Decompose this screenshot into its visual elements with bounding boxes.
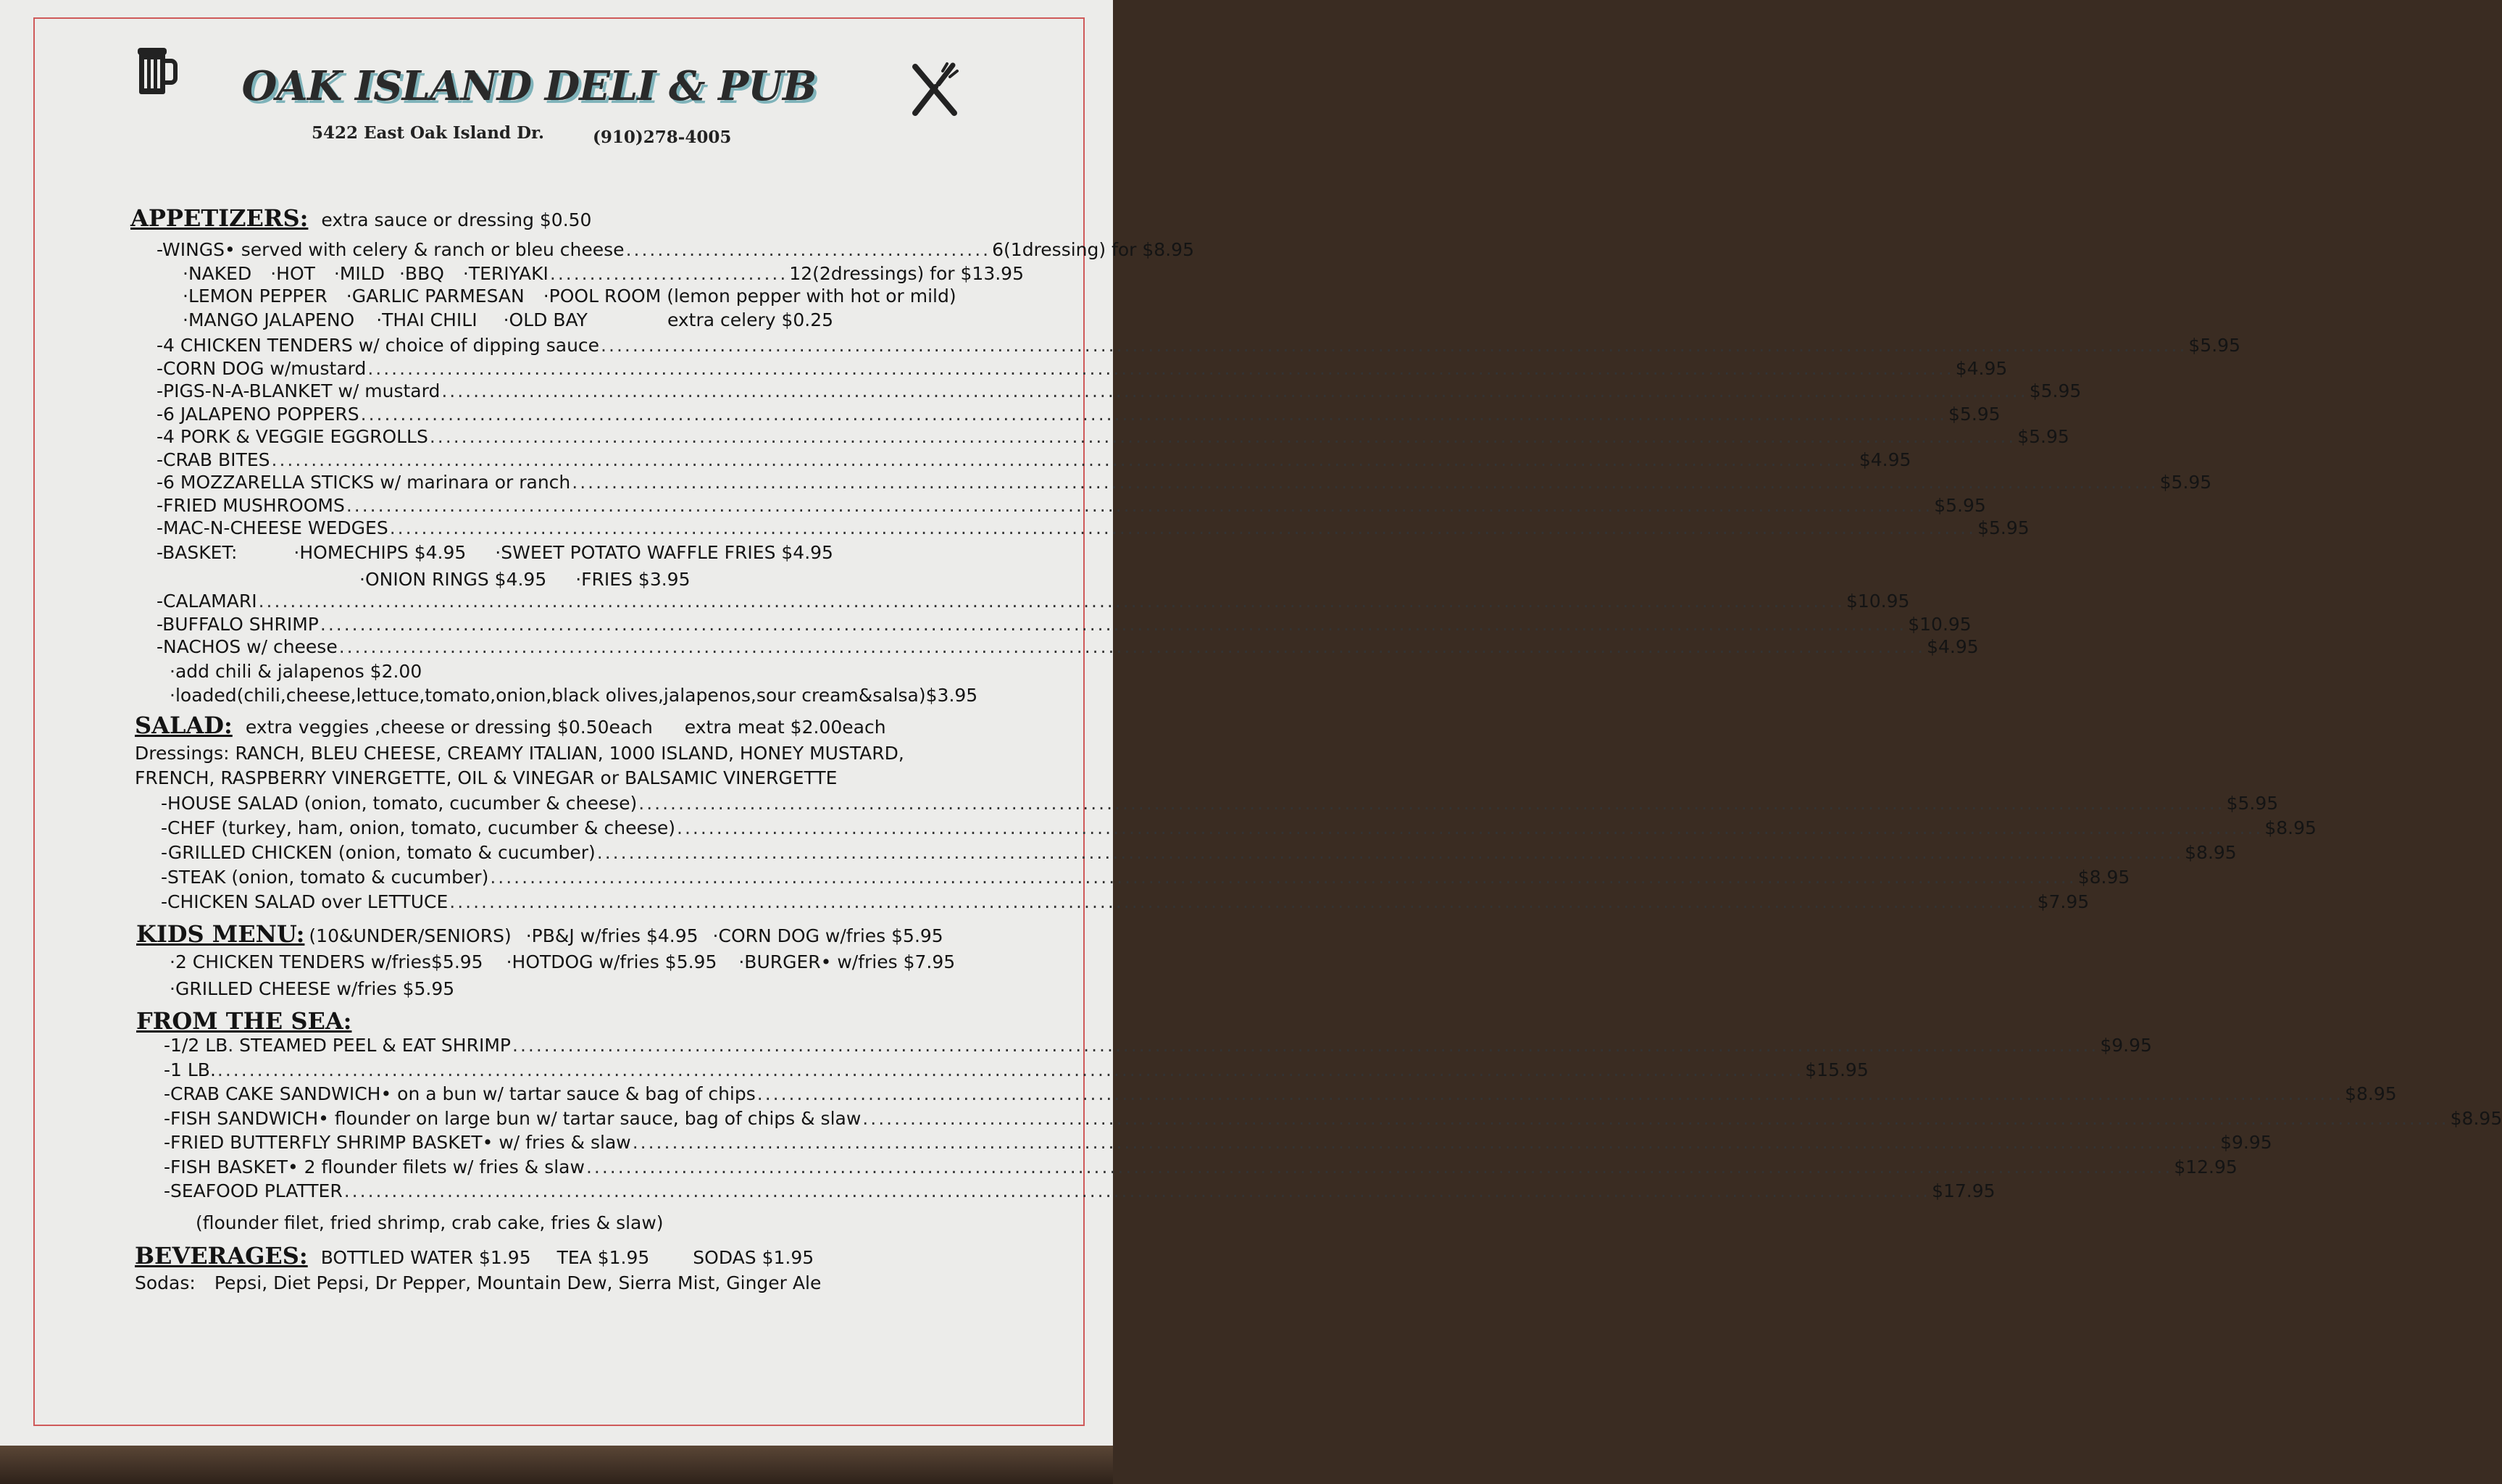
kids-burger: ·BURGER• w/fries $7.95 <box>738 951 956 972</box>
menu-item-price: $8.95 <box>2185 842 2237 863</box>
menu-item-price: $10.95 <box>1846 591 1910 612</box>
menu-item: -CALAMARI ........................................................................................................................................................................................................ $10.95 <box>157 591 1910 612</box>
salad-extra-meat: extra meat $2.00each <box>684 717 886 738</box>
flavor-old-bay: ·OLD BAY <box>503 309 588 330</box>
menu-item-price: $5.95 <box>1948 403 2001 425</box>
menu-item: -CRAB BITES ........................................................................................................................................................................................................ $4.95 <box>157 449 1911 470</box>
menu-item-name: -MAC-N-CHEESE WEDGES <box>157 517 388 538</box>
kids-heading: KIDS MENU: <box>136 920 305 948</box>
wings-flavors-row-3 <box>183 309 833 330</box>
menu-item-price: $5.95 <box>2017 426 2069 447</box>
menu-item-price: $17.95 <box>1932 1180 1996 1201</box>
restaurant-name: OAK ISLAND DELI & PUB <box>241 62 817 110</box>
flavor-hot: ·HOT <box>270 263 315 284</box>
menu-item: -4 CHICKEN TENDERS w/ choice of dipping sauce ........................................................................................................................................................................................................ $5.95 <box>157 335 2240 356</box>
sodas-list: Pepsi, Diet Pepsi, Dr Pepper, Mountain Dew, Sierra Mist, Ginger Ale <box>214 1272 822 1293</box>
menu-item-price: $8.95 <box>2345 1083 2397 1104</box>
menu-item-price: $5.95 <box>2226 793 2279 814</box>
menu-item: -6 JALAPENO POPPERS ........................................................................................................................................................................................................ $5.95 <box>157 403 2001 425</box>
menu-item: -SEAFOOD PLATTER ........................................................................................................................................................................................................ $17.95 <box>164 1180 1996 1201</box>
menu-item-name: -PIGS-N-A-BLANKET w/ mustard <box>157 380 441 401</box>
address: 5422 East Oak Island Dr. <box>312 123 545 143</box>
beverages-heading-line <box>135 1242 814 1270</box>
menu-item-price: $4.95 <box>1955 357 2008 379</box>
wings-flavors-row-1: ·NAKED ·HOT ·MILD ·BBQ ·TERIYAKI .............................. 12(2dressings) for $13.95 <box>183 263 1024 284</box>
kids-corn-dog: ·CORN DOG w/fries $5.95 <box>712 925 943 946</box>
menu-item-price: $5.95 <box>1934 494 1986 516</box>
wings-price-12: 12(2dressings) for $13.95 <box>789 263 1024 284</box>
menu-item: -FISH SANDWICH• flounder on large bun w/ tartar sauce, bag of chips & slaw ........................................................................................................................................................................................................ $8.95 <box>164 1107 2502 1129</box>
menu-item-name: -FISH BASKET• 2 flounder filets w/ fries & slaw <box>164 1156 585 1177</box>
menu-item: -FRIED MUSHROOMS ........................................................................................................................................................................................................ $5.95 <box>157 494 1986 516</box>
basket-homechips: ·HOMECHIPS $4.95 <box>293 542 467 563</box>
flavor-lemon-pepper: ·LEMON PEPPER <box>183 285 328 307</box>
menu-item-price: $9.95 <box>2100 1035 2152 1056</box>
menu-item: -CRAB CAKE SANDWICH• on a bun w/ tartar sauce & bag of chips ........................................................................................................................................................................................................ $8.95 <box>164 1083 2397 1104</box>
menu-item: -CORN DOG w/mustard ........................................................................................................................................................................................................ $4.95 <box>157 357 2008 379</box>
menu-item-name: -NACHOS w/ cheese <box>157 636 338 657</box>
menu-item-name: -6 MOZZARELLA STICKS w/ marinara or ranch <box>157 472 571 493</box>
sea-heading: FROM THE SEA: <box>136 1007 352 1035</box>
basket-line-2 <box>359 569 691 590</box>
flavor-garlic-parmesan: ·GARLIC PARMESAN <box>346 285 525 307</box>
menu-item-price: $8.95 <box>2450 1107 2502 1129</box>
kids-heading-line <box>136 920 943 948</box>
sodas-price: SODAS $1.95 <box>693 1247 814 1268</box>
sodas-line <box>135 1272 821 1293</box>
menu-item-name: -SEAFOOD PLATTER <box>164 1180 343 1201</box>
sea-heading-line <box>136 1007 364 1035</box>
dressings-line-2: FRENCH, RASPBERRY VINERGETTE, OIL & VINEGAR or BALSAMIC VINERGETTE <box>135 767 838 788</box>
menu-item: -STEAK (onion, tomato & cucumber) ........................................................................................................................................................................................................ $8.95 <box>161 867 2130 888</box>
wings-price-6: 6(1dressing) for $8.95 <box>992 239 1194 260</box>
kids-hotdog: ·HOTDOG w/fries $5.95 <box>506 951 717 972</box>
menu-item-name: -FISH SANDWICH• flounder on large bun w/ tartar sauce, bag of chips & slaw <box>164 1107 862 1129</box>
menu-item-name: -STEAK (onion, tomato & cucumber) <box>161 867 489 888</box>
basket-line-1 <box>157 542 833 563</box>
flavor-naked: ·NAKED <box>183 263 252 284</box>
salad-heading-line <box>135 712 886 739</box>
menu-item-name: -CORN DOG w/mustard <box>157 357 367 379</box>
wings-description: -WINGS• served with celery & ranch or bleu cheese <box>157 239 625 260</box>
tea: TEA $1.95 <box>556 1247 650 1268</box>
menu-item-price: $15.95 <box>1805 1059 1869 1080</box>
beverages-heading: BEVERAGES: <box>135 1242 308 1270</box>
menu-item-name: -HOUSE SALAD (onion, tomato, cucumber & cheese) <box>161 793 638 814</box>
menu-item: -PIGS-N-A-BLANKET w/ mustard ........................................................................................................................................................................................................ $5.95 <box>157 380 2082 401</box>
menu-item-name: -6 JALAPENO POPPERS <box>157 403 359 425</box>
menu-item-price: $10.95 <box>1908 613 1972 635</box>
kids-note: (10&UNDER/SENIORS) <box>309 925 512 946</box>
menu-item: -CHEF (turkey, ham, onion, tomato, cucumber & cheese) ........................................................................................................................................................................................................ $8.95 <box>161 817 2317 838</box>
seafood-platter-description: (flounder filet, fried shrimp, crab cake, fries & slaw) <box>196 1212 664 1233</box>
kids-chicken-tenders: ·2 CHICKEN TENDERS w/fries$5.95 <box>170 951 483 972</box>
menu-item: -HOUSE SALAD (onion, tomato, cucumber & cheese) ........................................................................................................................................................................................................ $5.95 <box>161 793 2279 814</box>
menu-item-name: -CALAMARI <box>157 591 257 612</box>
menu-item: -1/2 LB. STEAMED PEEL & EAT SHRIMP ........................................................................................................................................................................................................ $9.95 <box>164 1035 2152 1056</box>
phone-number: (910)278-4005 <box>593 128 732 147</box>
flavor-bbq: ·BBQ <box>399 263 444 284</box>
appetizers-note: extra sauce or dressing $0.50 <box>321 209 592 230</box>
basket-label: -BASKET: <box>157 542 238 563</box>
menu-item: -NACHOS w/ cheese ........................................................................................................................................................................................................ $4.95 <box>157 636 1979 657</box>
salad-heading: SALAD: <box>135 712 233 739</box>
menu-item-price: $4.95 <box>1859 449 1911 470</box>
menu-item-name: -1/2 LB. STEAMED PEEL & EAT SHRIMP <box>164 1035 511 1056</box>
menu-item: -4 PORK & VEGGIE EGGROLLS ........................................................................................................................................................................................................ $5.95 <box>157 426 2069 447</box>
dressings-line-1: Dressings: RANCH, BLEU CHEESE, CREAMY ITALIAN, 1000 ISLAND, HONEY MUSTARD, <box>135 743 904 764</box>
menu-item: -FRIED BUTTERFLY SHRIMP BASKET• w/ fries & slaw ........................................................................................................................................................................................................ $9.95 <box>164 1132 2272 1153</box>
nacho-loaded: ·loaded(chili,cheese,lettuce,tomato,onion,black olives,jalapenos,sour cream&salsa)$3.95 <box>170 685 978 706</box>
menu-item-name: -CHEF (turkey, ham, onion, tomato, cucumber & cheese) <box>161 817 675 838</box>
wings-line: -WINGS• served with celery & ranch or bleu cheese .............................................. 6(1dressing) for $8.95 <box>157 239 1194 260</box>
menu-item: -GRILLED CHICKEN (onion, tomato & cucumber) ........................................................................................................................................................................................................ $8.95 <box>161 842 2237 863</box>
menu-item: -BUFFALO SHRIMP ........................................................................................................................................................................................................ $10.95 <box>157 613 1972 635</box>
extra-celery: extra celery $0.25 <box>667 309 834 330</box>
menu-item-price: $4.95 <box>1927 636 1979 657</box>
menu-item-price: $8.95 <box>2264 817 2317 838</box>
appetizers-heading: APPETIZERS: <box>130 204 309 232</box>
menu-item-name: -FRIED BUTTERFLY SHRIMP BASKET• w/ fries & slaw <box>164 1132 631 1153</box>
basket-onion-rings: ·ONION RINGS $4.95 <box>359 569 547 590</box>
menu-item: -6 MOZZARELLA STICKS w/ marinara or ranch ........................................................................................................................................................................................................ $5.95 <box>157 472 2212 493</box>
menu-item-name: -4 CHICKEN TENDERS w/ choice of dipping sauce <box>157 335 600 356</box>
menu-item: -1 LB. ........................................................................................................................................................................................................ $15.95 <box>164 1059 1869 1080</box>
kids-grilled-cheese: ·GRILLED CHEESE w/fries $5.95 <box>170 978 455 999</box>
menu-item: -FISH BASKET• 2 flounder filets w/ fries & slaw ........................................................................................................................................................................................................ $12.95 <box>164 1156 2238 1177</box>
menu-item-name: -CRAB BITES <box>157 449 270 470</box>
table-surface <box>0 1446 1113 1484</box>
nacho-add: ·add chili & jalapenos $2.00 <box>170 661 422 682</box>
menu-item-name: -4 PORK & VEGGIE EGGROLLS <box>157 426 428 447</box>
menu-item-price: $5.95 <box>2029 380 2082 401</box>
kids-pbj: ·PB&J w/fries $4.95 <box>525 925 699 946</box>
flavor-mango-jalapeno: ·MANGO JALAPENO <box>183 309 355 330</box>
basket-sweet-potato-fries: ·SWEET POTATO WAFFLE FRIES $4.95 <box>495 542 833 563</box>
menu-item-price: $8.95 <box>2077 867 2130 888</box>
bottled-water: BOTTLED WATER $1.95 <box>320 1247 531 1268</box>
salad-extras: extra veggies ,cheese or dressing $0.50each <box>245 717 653 738</box>
menu-item-name: -GRILLED CHICKEN (onion, tomato & cucumber) <box>161 842 596 863</box>
menu-item-price: $7.95 <box>2037 891 2090 912</box>
flavor-pool-room: ·POOL ROOM (lemon pepper with hot or mild) <box>543 285 956 307</box>
menu-item-name: -CHICKEN SALAD over LETTUCE <box>161 891 449 912</box>
menu-item-price: $12.95 <box>2174 1156 2238 1177</box>
flavor-thai-chili: ·THAI CHILI <box>376 309 478 330</box>
menu-item-price: $5.95 <box>2188 335 2240 356</box>
flavor-mild: ·MILD <box>333 263 385 284</box>
kids-line-2 <box>170 951 955 972</box>
menu-item-name: -BUFFALO SHRIMP <box>157 613 319 635</box>
fork-knife-icon <box>909 62 960 117</box>
menu-item-name: -FRIED MUSHROOMS <box>157 494 345 516</box>
flavor-teriyaki: ·TERIYAKI <box>462 263 549 284</box>
basket-fries: ·FRIES $3.95 <box>575 569 691 590</box>
menu-item-price: $5.95 <box>1977 517 2030 538</box>
wings-flavors-row-2 <box>183 285 956 307</box>
appetizers-heading-line <box>130 204 591 232</box>
menu-item-name: -CRAB CAKE SANDWICH• on a bun w/ tartar sauce & bag of chips <box>164 1083 756 1104</box>
menu-item-price: $9.95 <box>2220 1132 2272 1153</box>
menu-item-price: $5.95 <box>2159 472 2212 493</box>
menu-item-name: -1 LB. <box>164 1059 216 1080</box>
menu-item: -MAC-N-CHEESE WEDGES ........................................................................................................................................................................................................ $5.95 <box>157 517 2030 538</box>
menu-item: -CHICKEN SALAD over LETTUCE ........................................................................................................................................................................................................ $7.95 <box>161 891 2090 912</box>
sodas-label: Sodas: <box>135 1272 196 1293</box>
